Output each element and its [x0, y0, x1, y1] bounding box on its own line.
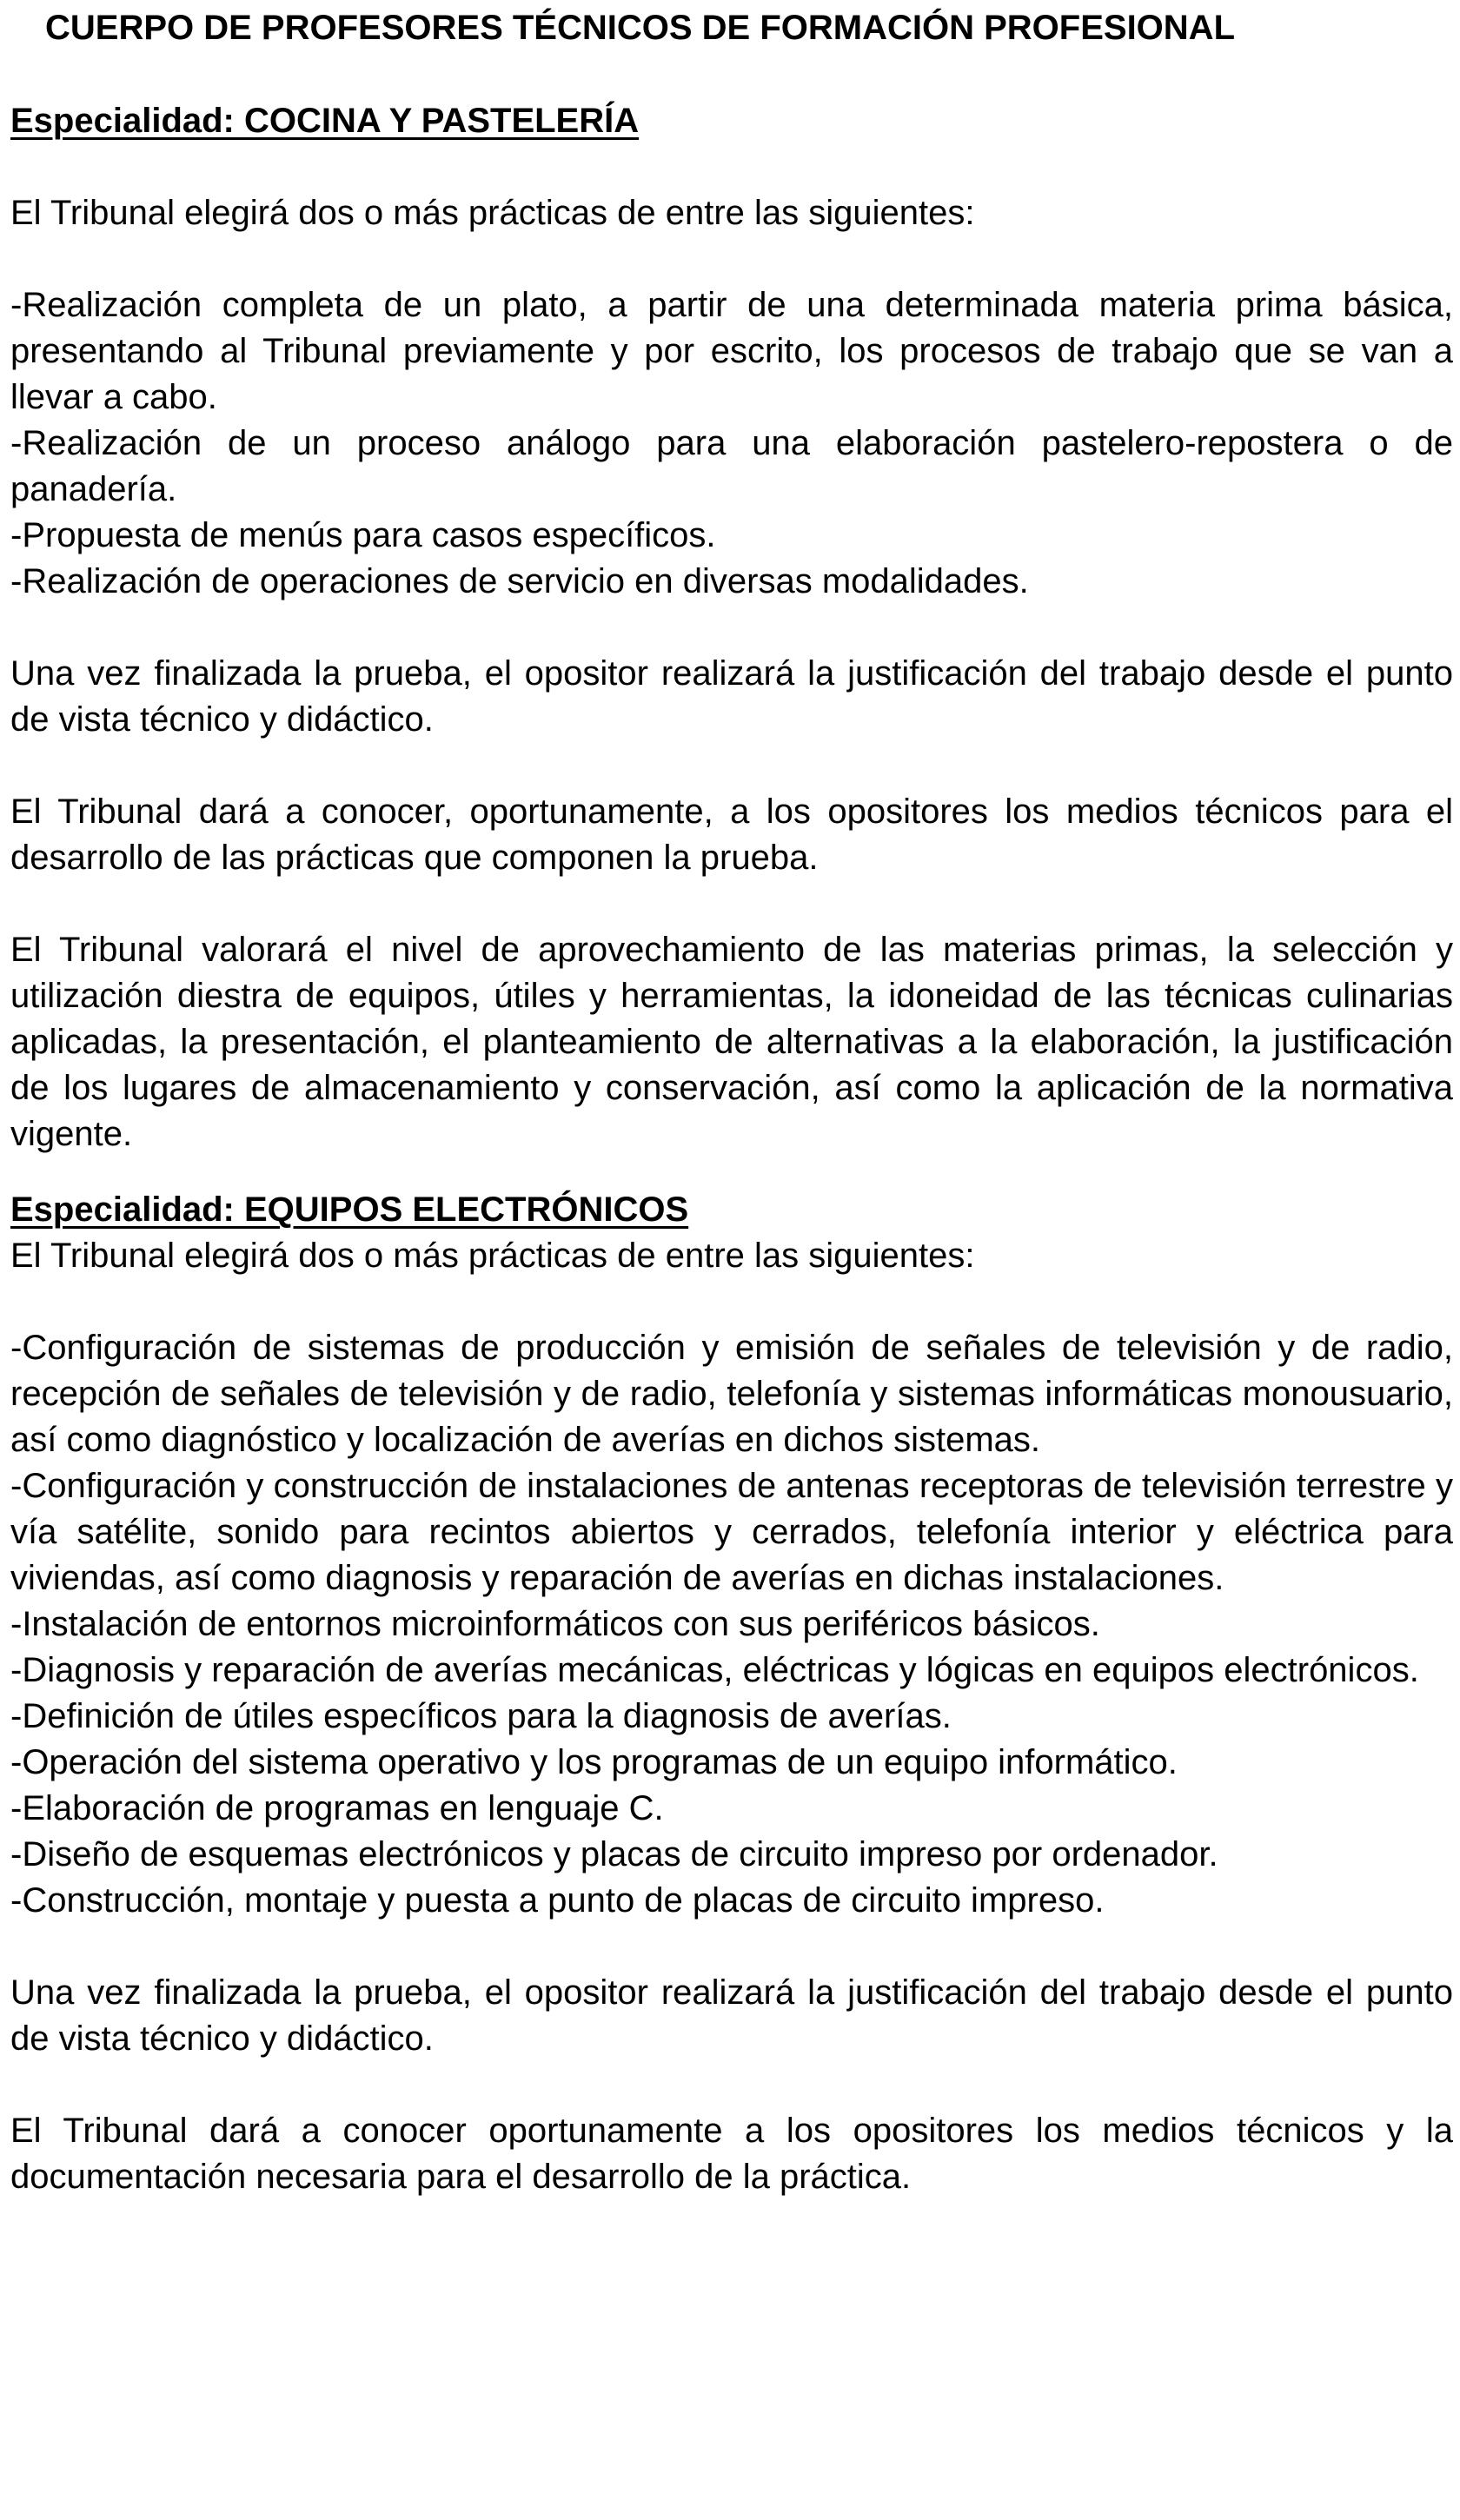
- spacer: [10, 144, 1453, 190]
- spacer: [10, 743, 1453, 789]
- section-intro: El Tribunal elegirá dos o más prácticas de entre las siguientes:: [10, 1237, 975, 1275]
- section-cocina-y-pasteleria: [10, 98, 1453, 1157]
- list-item: -Configuración y construcción de instalaciones de antenas receptoras de televisión terrestre y vía satélite, sonido para recintos abiertos y cerrados, telefonía interior y eléctrica para viviendas, así como diagnosis y reparación de averías en dichas instalaciones.: [10, 1467, 1453, 1597]
- paragraph: El Tribunal dará a conocer, oportunamente, a los opositores los medios técnicos para el desarrollo de las prácticas que componen la prueba.: [10, 792, 1453, 877]
- list-item: -Elaboración de programas en lenguaje C.: [10, 1789, 664, 1827]
- document-page: [10, 7, 1453, 2200]
- spacer: [10, 605, 1453, 651]
- section-heading: Especialidad: EQUIPOS ELECTRÓNICOS: [10, 1190, 689, 1229]
- section-equipos-electronicos: [10, 1187, 1453, 2200]
- paragraph: El Tribunal dará a conocer oportunamente a los opositores los medios técnicos y la documentación necesaria para el desarrollo de la práctica.: [10, 2112, 1453, 2196]
- list-item: -Definición de útiles específicos para la diagnosis de averías.: [10, 1697, 952, 1735]
- list-item: -Realización completa de un plato, a partir de una determinada materia prima básica, presentando al Tribunal previamente y por escrito, los procesos de trabajo que se van a llevar a cabo.: [10, 286, 1453, 416]
- list-item: -Diagnosis y reparación de averías mecánicas, eléctricas y lógicas en equipos electrónicos.: [10, 1651, 1419, 1689]
- spacer: [10, 1157, 1453, 1187]
- spacer: [10, 1924, 1453, 1970]
- list-item: -Realización de operaciones de servicio en diversas modalidades.: [10, 562, 1029, 600]
- paragraph: El Tribunal valorará el nivel de aprovechamiento de las materias primas, la selección y utilización diestra de equipos, útiles y herramientas, la idoneidad de las técnicas culinarias aplicadas, la presentación, el planteamiento de alternativas a la elaboración, la justificación de los lugares de almacenamiento y conservación, así como la aplicación de la normativa vigente.: [10, 931, 1453, 1153]
- list-item: -Propuesta de menús para casos específicos.: [10, 516, 716, 554]
- spacer: [10, 49, 1453, 98]
- list-item: -Configuración de sistemas de producción y emisión de señales de televisión y de radio, recepción de señales de televisión y de radio, telefonía y sistemas informáticas monousuario, así como diagnóstico y localización de averías en dichos sistemas.: [10, 1329, 1453, 1459]
- list-item: -Diseño de esquemas electrónicos y placas de circuito impreso por ordenador.: [10, 1835, 1218, 1873]
- paragraph: Una vez finalizada la prueba, el opositor realizará la justificación del trabajo desde el punto de vista técnico y didáctico.: [10, 654, 1453, 739]
- paragraph: Una vez finalizada la prueba, el opositor realizará la justificación del trabajo desde el punto de vista técnico y didáctico.: [10, 1973, 1453, 2058]
- list-item: -Realización de un proceso análogo para una elaboración pastelero-repostera o de panadería.: [10, 424, 1453, 508]
- section-intro: El Tribunal elegirá dos o más prácticas de entre las siguientes:: [10, 194, 975, 232]
- list-item: -Operación del sistema operativo y los programas de un equipo informático.: [10, 1743, 1178, 1781]
- section-heading: Especialidad: COCINA Y PASTELERÍA: [10, 102, 640, 140]
- document-title: CUERPO DE PROFESORES TÉCNICOS DE FORMACIÓN PROFESIONAL: [45, 9, 1236, 47]
- spacer: [10, 881, 1453, 927]
- list-item: -Construcción, montaje y puesta a punto de placas de circuito impreso.: [10, 1881, 1105, 1920]
- spacer: [10, 1279, 1453, 1325]
- list-item: -Instalación de entornos microinformáticos con sus periféricos básicos.: [10, 1605, 1100, 1643]
- spacer: [10, 2062, 1453, 2108]
- spacer: [10, 236, 1453, 282]
